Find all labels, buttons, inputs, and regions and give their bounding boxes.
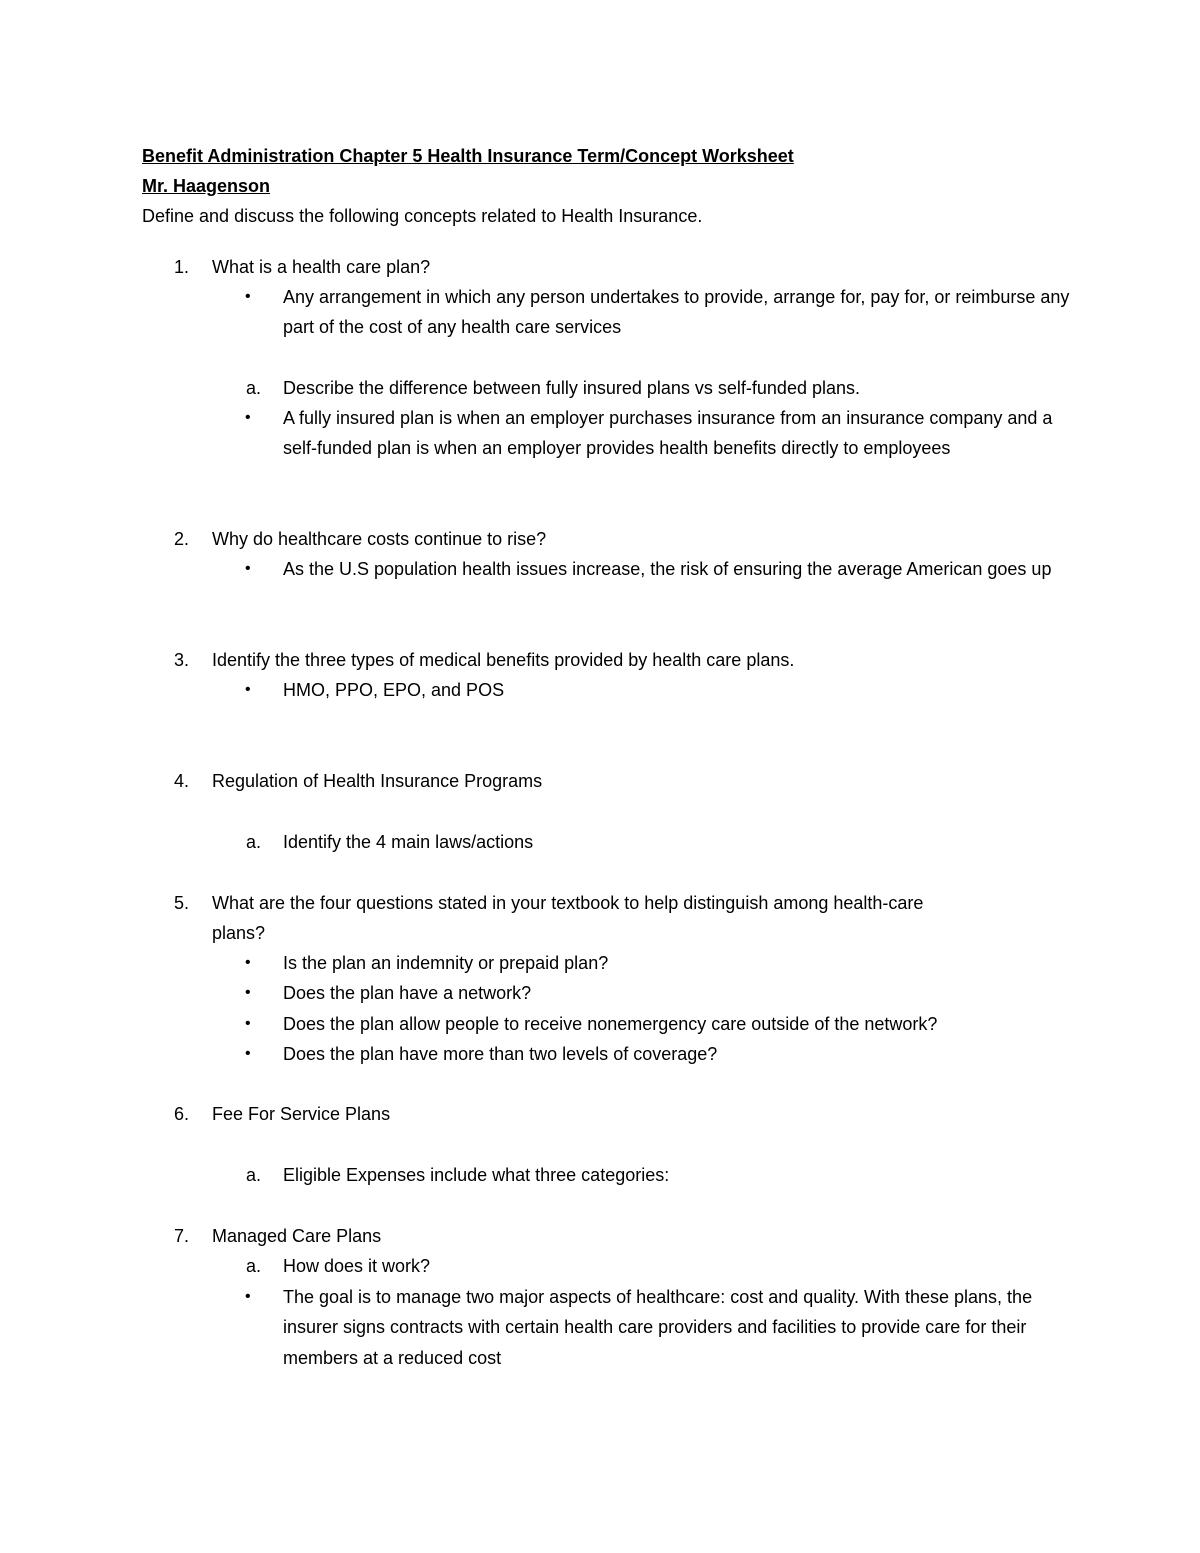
answer-text: Does the plan have a network? [283, 983, 532, 1003]
question-text: What is a health care plan? [212, 257, 431, 277]
sub-question-letter: a. [246, 378, 262, 398]
answer-text: Does the plan allow people to receive nonemergency care outside of the network? [283, 1014, 938, 1034]
sub-question-text: Identify the 4 main laws/actions [283, 832, 534, 852]
bullet-icon: • [245, 984, 251, 1001]
sub-question-text: How does it work? [283, 1256, 431, 1276]
bullet-icon: • [245, 1288, 251, 1305]
intro-text: Define and discuss the following concepts related to Health Insurance. [142, 206, 703, 226]
question-number: 4. [174, 771, 190, 791]
bullet-icon: • [245, 1015, 251, 1032]
question-text: Regulation of Health Insurance Programs [212, 771, 543, 791]
answer-text: Any arrangement in which any person undertakes to provide, arrange for, pay for, or reimburse any part of the cost of any health care services [283, 287, 1070, 338]
answer-text: The goal is to manage two major aspects of healthcare: cost and quality. With these plans, the insurer signs contracts with certain health care providers and facilities to provide care for their members at a reduced cost [283, 1287, 1033, 1368]
question-text: What are the four questions stated in your textbook to help distinguish among health-care [212, 893, 924, 913]
question-number: 3. [174, 650, 190, 670]
question-number: 5. [174, 893, 190, 913]
question-text: Fee For Service Plans [212, 1104, 391, 1124]
sub-question-letter: a. [246, 1256, 262, 1276]
answer-text: As the U.S population health issues increase, the risk of ensuring the average American goes up [283, 559, 1052, 579]
answer-text: HMO, PPO, EPO, and POS [283, 680, 505, 700]
answer-text: A fully insured plan is when an employer purchases insurance from an insurance company and a self-funded plan is when an employer provides health benefits directly to employees [283, 408, 1053, 459]
page-title: Benefit Administration Chapter 5 Health Insurance Term/Concept Worksheet [142, 146, 794, 166]
question-text: Why do healthcare costs continue to rise? [212, 529, 547, 549]
sub-question-text: Describe the difference between fully insured plans vs self-funded plans. [283, 378, 861, 398]
bullet-icon: • [245, 954, 251, 971]
bullet-icon: • [245, 1045, 251, 1062]
sub-question-letter: a. [246, 832, 262, 852]
bullet-icon: • [245, 288, 251, 305]
sub-question-text: Eligible Expenses include what three categories: [283, 1165, 670, 1185]
question-number: 1. [174, 257, 190, 277]
bullet-icon: • [245, 681, 251, 698]
bullet-icon: • [245, 560, 251, 577]
question-text: Identify the three types of medical benefits provided by health care plans. [212, 650, 795, 670]
question-text: Managed Care Plans [212, 1226, 382, 1246]
bullet-icon: • [245, 409, 251, 426]
sub-question-letter: a. [246, 1165, 262, 1185]
question-number: 6. [174, 1104, 190, 1124]
author-name: Mr. Haagenson [142, 176, 271, 196]
question-text-continued: plans? [212, 923, 266, 943]
answer-text: Does the plan have more than two levels of coverage? [283, 1044, 718, 1064]
answer-text: Is the plan an indemnity or prepaid plan? [283, 953, 609, 973]
question-number: 7. [174, 1226, 190, 1246]
question-number: 2. [174, 529, 190, 549]
